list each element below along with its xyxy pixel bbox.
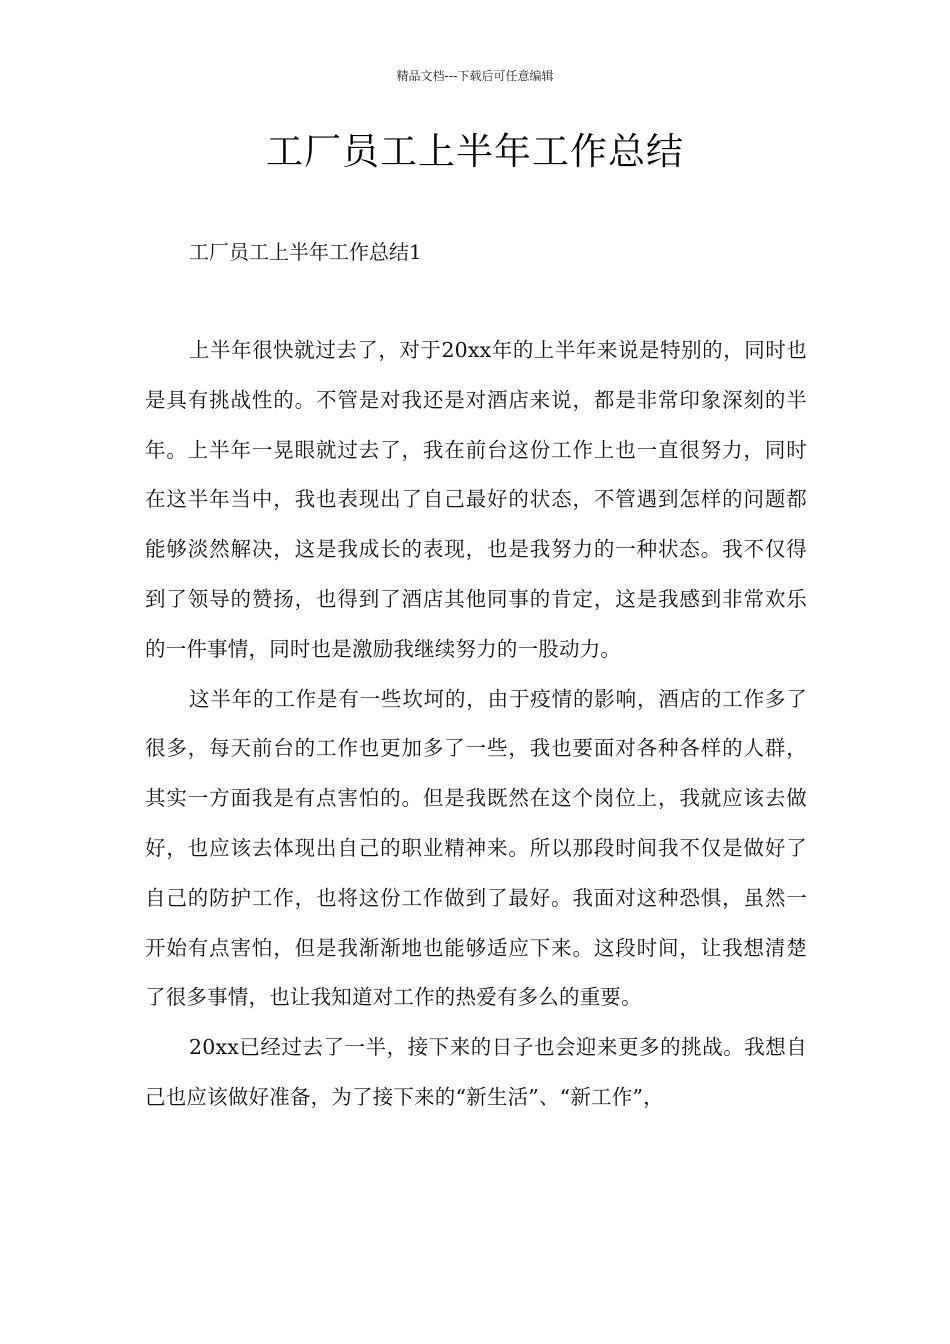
section-heading: 工厂员工上半年工作总结1 <box>189 240 422 264</box>
header-note: 精品文档---下载后可任意编辑 <box>396 69 554 83</box>
paragraph-3: 20xx已经过去了一半，接下来的日子也会迎来更多的挑战。我想自己也应该做好准备，为了接下来的“新生活”、“新工作”， <box>145 1035 807 1109</box>
body-text <box>145 326 807 1123</box>
paragraph-2: 这半年的工作是有一些坎坷的，由于疫情的影响，酒店的工作多了很多，每天前台的工作也更加多了一些，我也要面对各种各样的人群，其实一方面我是有点害怕的。但是我既然在这个岗位上，我就应该去做好，也应该去体现出自己的职业精神来。所以那段时间我不仅是做好了自己的防护工作，也将这份工作做到了最好。我面对这种恐惧，虽然一开始有点害怕，但是我渐渐地也能够适应下来。这段时间，让我想清楚了很多事情，也让我知道对工作的热爱有多么的重要。 <box>145 686 807 1010</box>
document-title: 工厂员工上半年工作总结 <box>266 130 684 173</box>
paragraph-1: 上半年很快就过去了，对于20xx年的上半年来说是特别的，同时也是具有挑战性的。不管是对我还是对酒店来说，都是非常印象深刻的半年。上半年一晃眼就过去了，我在前台这份工作上也一直很努力，同时在这半年当中，我也表现出了自己最好的状态，不管遇到怎样的问题都能够淡然解决，这是我成长的表现，也是我努力的一种状态。我不仅得到了领导的赞扬，也得到了酒店其他同事的肯定，这是我感到非常欢乐的一件事情，同时也是激励我继续努力的一股动力。 <box>145 338 807 661</box>
